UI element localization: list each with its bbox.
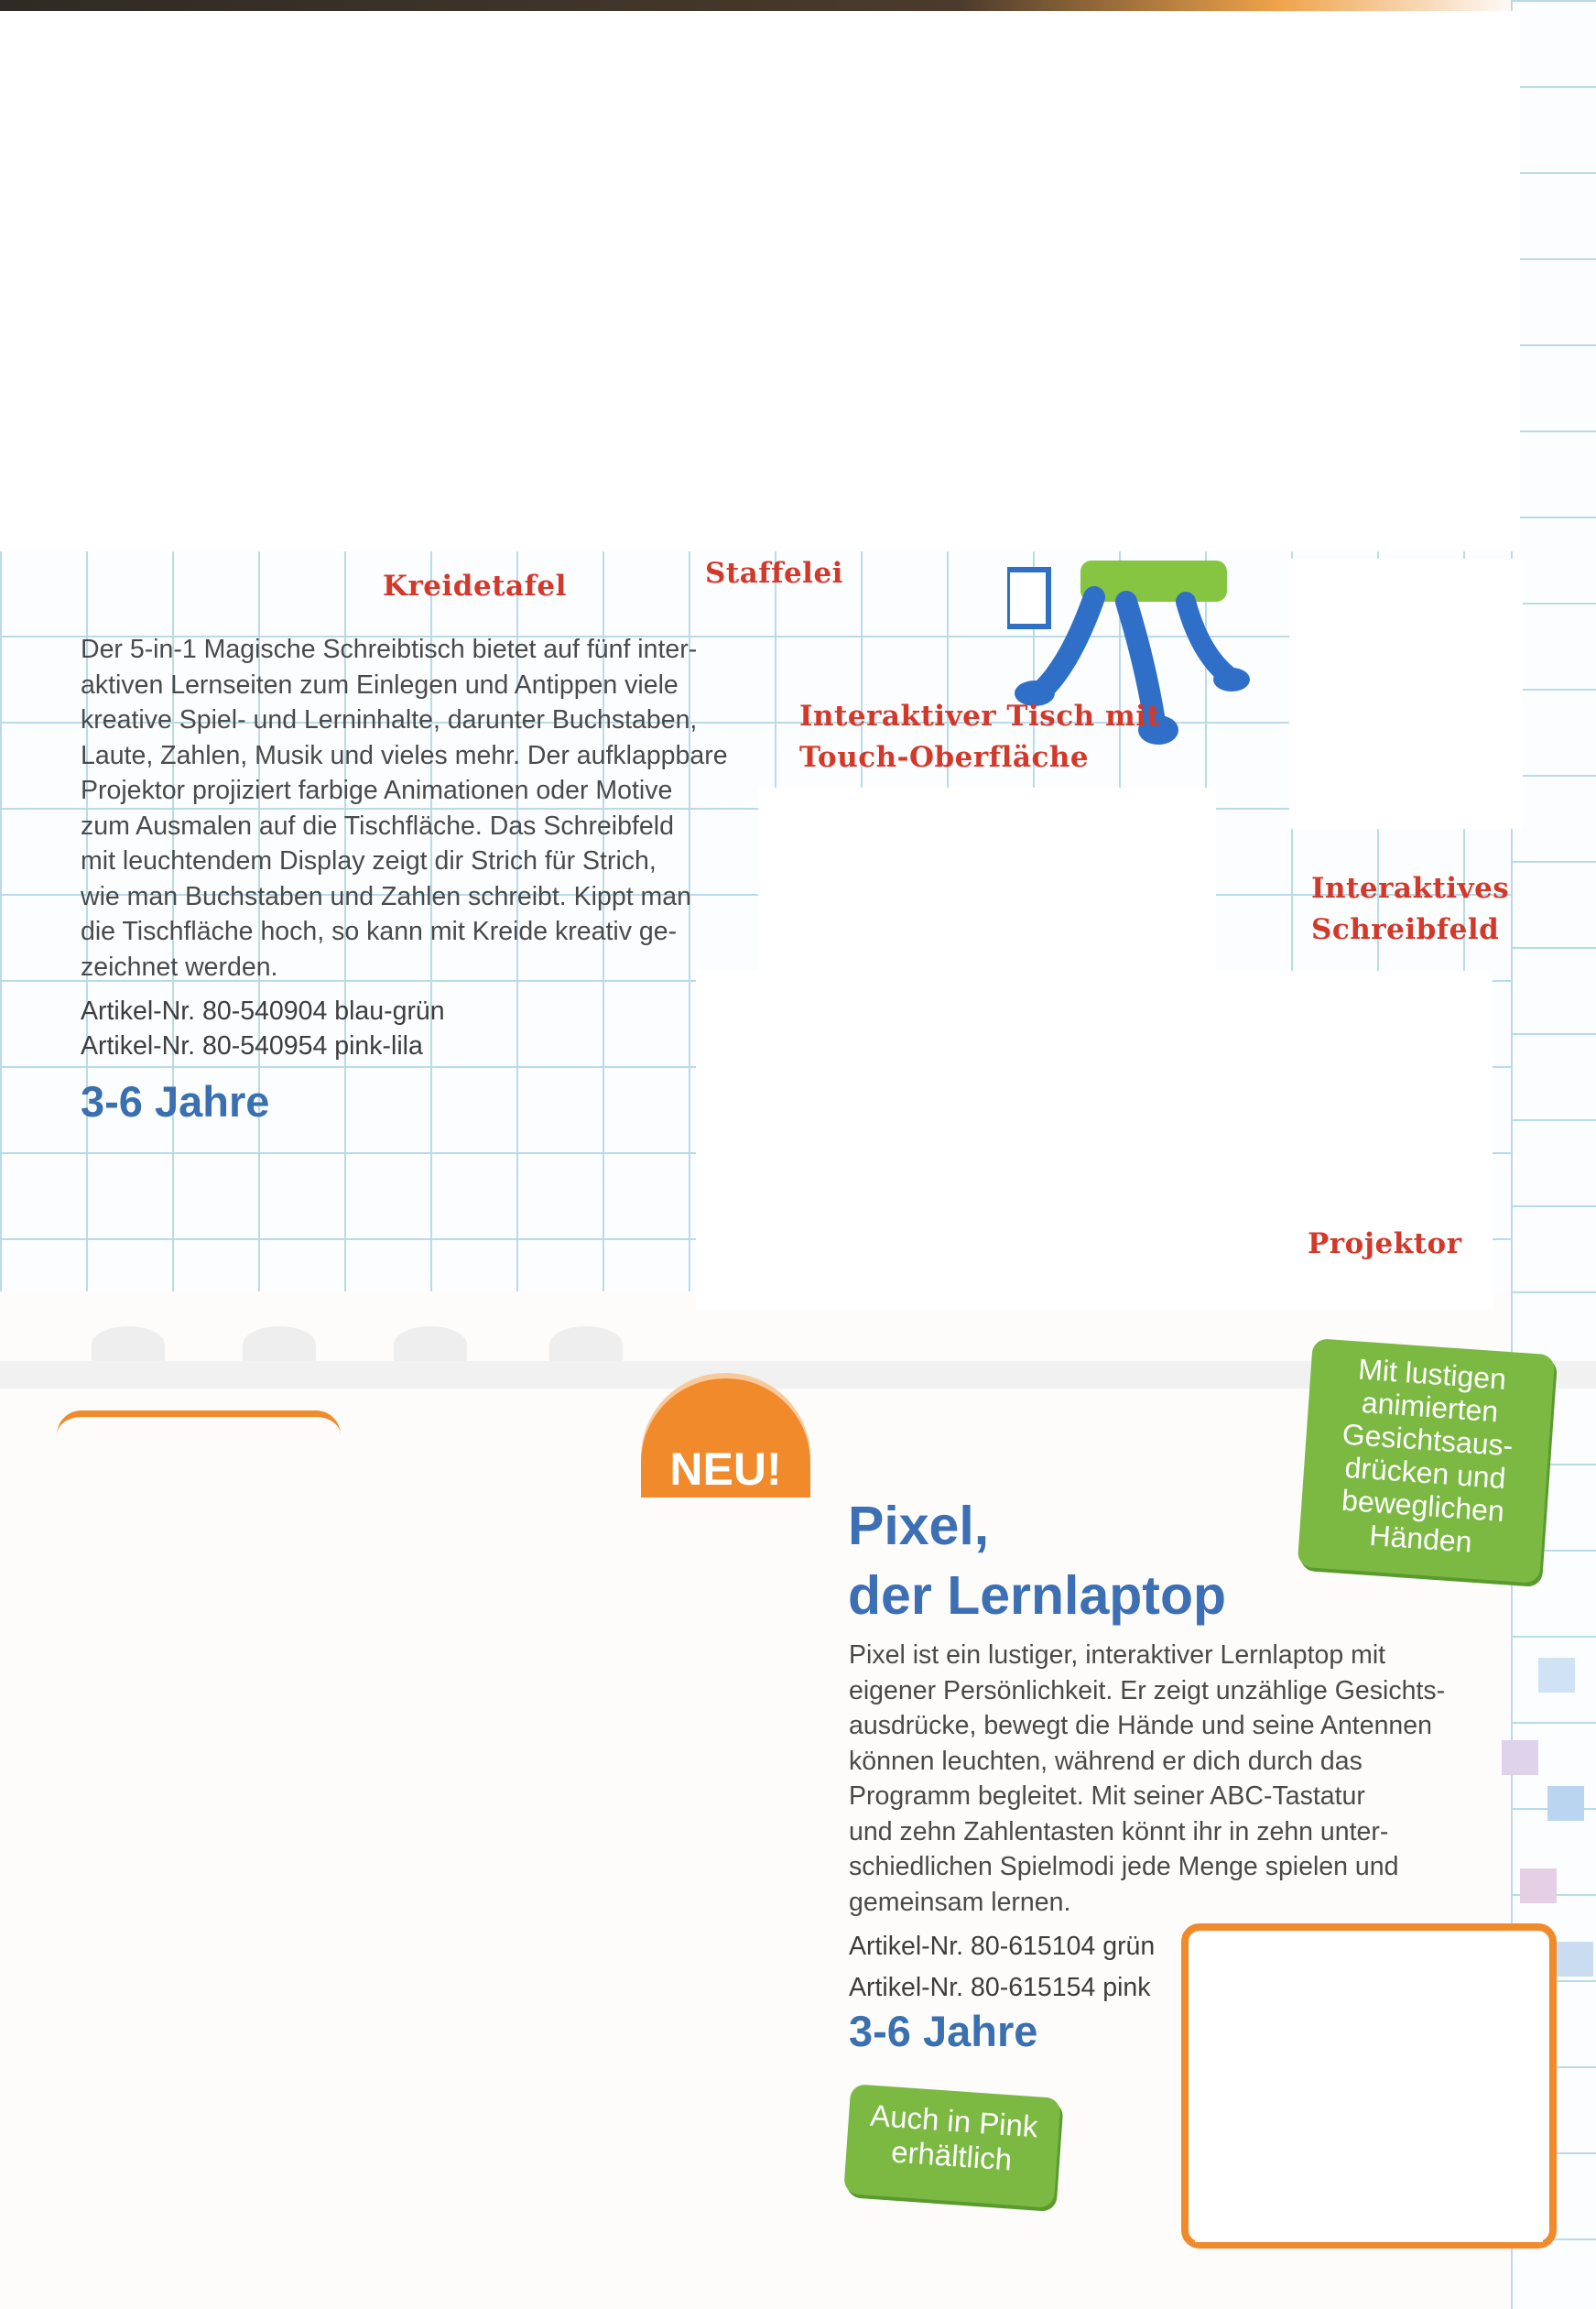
pixel-product-image-area: [1195, 1933, 1543, 2242]
magic-desk-article-numbers: Artikel-Nr. 80-540904 blau-grün Artikel-Nr. 80-540954 pink-lila: [81, 997, 445, 1061]
label-projektor: Projektor: [1308, 1227, 1462, 1260]
label-staffelei: Staffelei: [705, 557, 843, 590]
magic-desk-age: 3-6 Jahre: [81, 1077, 270, 1126]
scallop-border-2: [243, 1326, 316, 1363]
product-image-area-1: [758, 788, 1216, 971]
scallop-border-3: [394, 1326, 467, 1363]
product-image-area-3: [1289, 559, 1523, 829]
pixel-article-numbers: Artikel-Nr. 80-615104 grün Artikel-Nr. 80-615154 pink: [849, 1932, 1156, 2002]
neu-badge: NEU!: [641, 1378, 810, 1498]
page-top-strip: [0, 0, 1596, 11]
pixel-description: Pixel ist ein lustiger, interaktiver Lernlaptop mit eigener Persönlichkeit. Er zeigt unzählige Gesichts- ausdrücke, bewegt die Hände und seine Antennen können leuchten, während er dich durch das Programm begleitet. Mit seiner ABC-Tastatur und zehn Zahlentasten könnt ihr in zehn unter- schiedlichen Spielmodi jede Menge spielen und gemeinsam lernen.: [849, 1640, 1446, 1917]
label-kreidetafel: Kreidetafel: [383, 570, 567, 603]
magic-desk-description: Der 5-in-1 Magische Schreibtisch bietet auf fünf inter- aktiven Lernseiten zum Einlegen und Antippen viele kreative Spiel- und Lerninhalte, darunter Buchstaben, Laute, Zahlen, Musik und vieles mehr. Der aufklappbare Projektor projiziert farbige Animationen oder Motive zum Ausmalen auf die Tischfläche. Das Schreibfeld mit leuchtendem Display zeigt dir Strich für Strich, wie man Buchstaben und Zahlen schreibt. Kippt man die Tischfläche hoch, so kann mit Kreide kreativ ge- zeichnet werden.: [81, 635, 728, 982]
scallop-border-1: [92, 1326, 165, 1363]
pixel-product-title: Pixel, der Lernlaptop: [848, 1496, 1227, 1626]
feature-badge: Mit lustigen animierten Gesichtsaus- drücken und beweglichen Händen: [1297, 1338, 1556, 1584]
pixel-age: 3-6 Jahre: [849, 2007, 1038, 2055]
orange-tab-left: [57, 1410, 341, 1435]
blank-area-top: [0, 11, 1520, 551]
label-interaktives-schreibfeld: Interaktives Schreibfeld: [1311, 872, 1510, 946]
pink-available-badge: Auch in Pink erhältlich: [843, 2084, 1061, 2208]
label-interaktiver-tisch: Interaktiver Tisch mit Touch-Oberfläche: [799, 700, 1161, 774]
scallop-border-4: [549, 1326, 623, 1363]
